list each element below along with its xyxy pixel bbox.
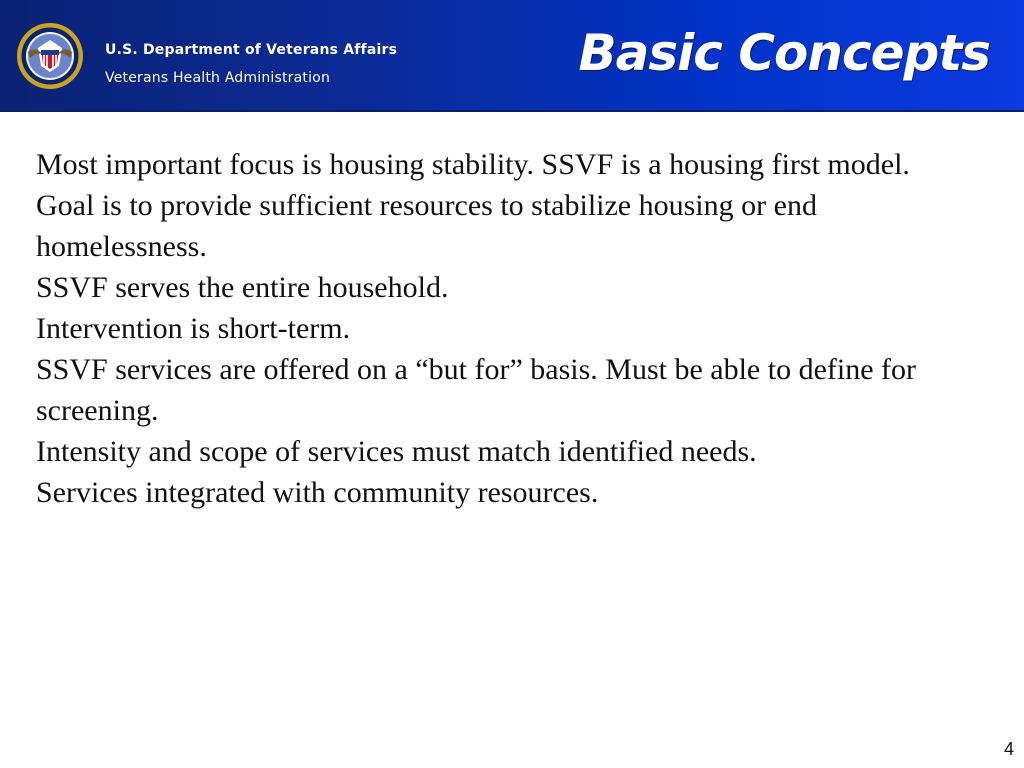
paragraph: Most important focus is housing stability. SSVF is a housing first model. xyxy=(36,148,910,181)
paragraph: SSVF services are offered on a “but for” basis. Must be able to define for screening. xyxy=(36,353,917,427)
page-number: 4 xyxy=(1003,739,1014,759)
agency-block xyxy=(105,40,397,88)
paragraph: Intervention is short-term. xyxy=(36,312,351,345)
paragraph: Services integrated with community resources. xyxy=(36,476,599,509)
slide-body xyxy=(36,144,976,513)
sub-agency-name: Veterans Health Administration xyxy=(105,70,331,86)
va-seal-icon xyxy=(16,22,84,90)
agency-name: U.S. Department of Veterans Affairs xyxy=(105,42,398,58)
paragraph: SSVF serves the entire household. xyxy=(36,271,449,304)
slide-title: Basic Concepts xyxy=(578,24,990,82)
paragraph: Intensity and scope of services must match identified needs. xyxy=(36,435,757,468)
header-banner xyxy=(0,0,1024,112)
paragraph: Goal is to provide sufficient resources to stabilize housing or end homelessness. xyxy=(36,189,817,263)
